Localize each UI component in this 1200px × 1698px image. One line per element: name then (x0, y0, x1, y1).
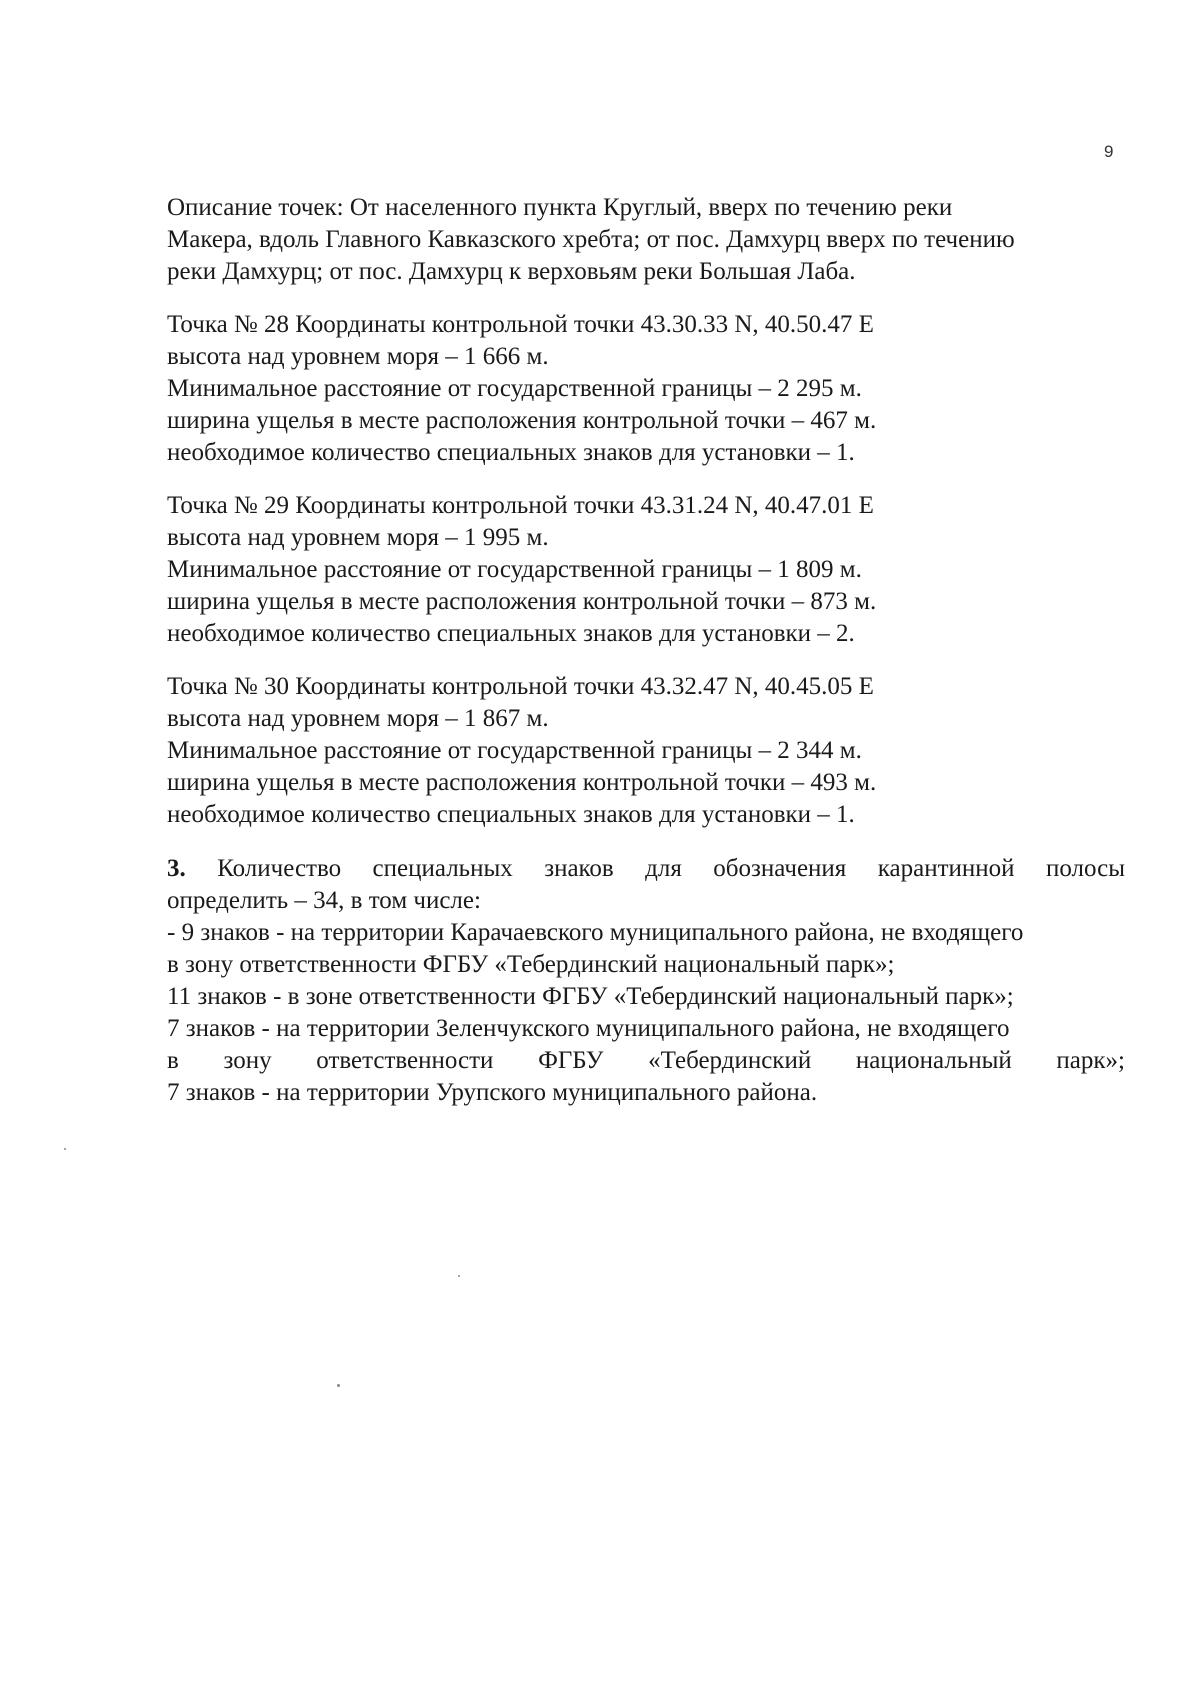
scan-speck (337, 1384, 340, 1387)
document-body (167, 192, 1125, 1109)
point-gorge-width: ширина ущелья в месте расположения контрольной точки – 873 м. (167, 588, 877, 615)
point-gorge-width: ширина ущелья в месте расположения контрольной точки – 467 м. (167, 407, 877, 434)
point-29-block (167, 490, 1125, 650)
page-number: 9 (1104, 142, 1114, 161)
point-altitude: высота над уровнем моря – 1 666 м. (167, 343, 549, 370)
section-3-heading-text: Количество специальных знаков для обозначения карантинной полосы (217, 855, 1126, 882)
point-border-distance: Минимальное расстояние от государственной границы – 1 809 м. (167, 556, 862, 583)
point-coordinates: Точка № 28 Координаты контрольной точки 43.30.33 N, 40.50.47 E (167, 311, 874, 338)
scan-speck (458, 1275, 460, 1277)
point-border-distance: Минимальное расстояние от государственной границы – 2 295 м. (167, 375, 862, 402)
description-paragraph (167, 192, 1125, 288)
list-item: 11 знаков - в зоне ответственности ФГБУ «Тебердинский национальный парк»; (167, 983, 1014, 1010)
text-line: определить – 34, в том числе: (167, 887, 481, 914)
list-item: - 9 знаков - на территории Карачаевского муниципального района, не входящего (167, 919, 1024, 946)
list-item: 7 знаков - на территории Зеленчукского муниципального района, не входящего (167, 1015, 1010, 1042)
text-line: реки Дамхурц; от пос. Дамхурц к верховьям реки Большая Лаба. (167, 258, 856, 285)
point-signs-count: необходимое количество специальных знаков для установки – 2. (167, 620, 855, 647)
section-3 (167, 853, 1125, 1109)
point-30-block (167, 671, 1125, 831)
text-line: Макера, вдоль Главного Кавказского хребта; от пос. Дамхурц вверх по течению (167, 226, 1015, 253)
section-3-first-line (167, 853, 1125, 885)
point-border-distance: Минимальное расстояние от государственной границы – 2 344 м. (167, 737, 862, 764)
point-28-block (167, 309, 1125, 469)
text-line: Описание точек: От населенного пункта Круглый, вверх по течению реки (167, 194, 953, 221)
text-line: в зону ответственности ФГБУ «Тебердинский национальный парк»; (167, 951, 895, 978)
list-item: 7 знаков - на территории Урупского муниципального района. (167, 1079, 818, 1106)
point-gorge-width: ширина ущелья в месте расположения контрольной точки – 493 м. (167, 769, 877, 796)
section-number: 3. (167, 855, 186, 882)
point-coordinates: Точка № 30 Координаты контрольной точки 43.32.47 N, 40.45.05 E (167, 673, 874, 700)
text-line: в зону ответственности ФГБУ «Тебердинский национальный парк»; (167, 1047, 1125, 1074)
point-coordinates: Точка № 29 Координаты контрольной точки 43.31.24 N, 40.47.01 E (167, 492, 874, 519)
point-altitude: высота над уровнем моря – 1 867 м. (167, 705, 549, 732)
point-signs-count: необходимое количество специальных знаков для установки – 1. (167, 439, 855, 466)
point-altitude: высота над уровнем моря – 1 995 м. (167, 524, 549, 551)
point-signs-count: необходимое количество специальных знаков для установки – 1. (167, 801, 855, 828)
scan-speck (64, 1148, 66, 1150)
